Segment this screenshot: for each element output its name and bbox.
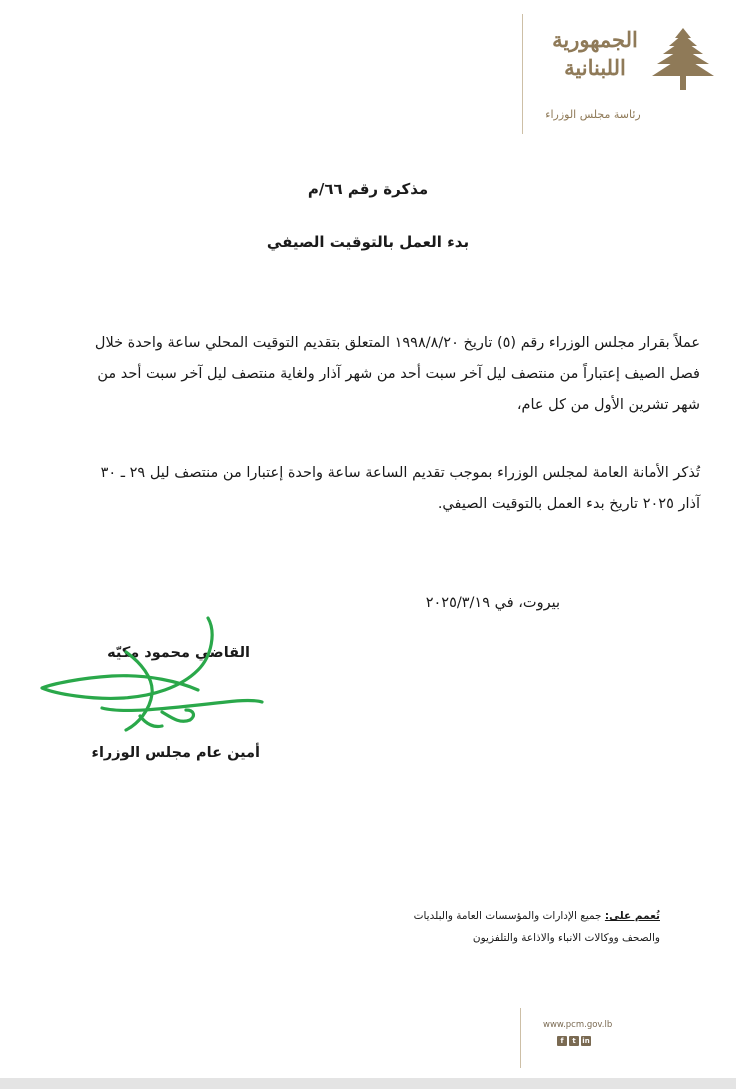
body-paragraph-2: تُذكر الأمانة العامة لمجلس الوزراء بموجب تقديم الساعة ساعة واحدة إعتبارا من منتصف ليل ٢٩ ـ ٣٠ آذار ٢٠٢٥ تاريخ بدء العمل بالتوقيت الصيفي. (100, 465, 700, 512)
website-link[interactable]: www.pcm.gov.lb (543, 1020, 613, 1030)
footer (520, 1008, 620, 1068)
linkedin-icon[interactable]: in (582, 1037, 590, 1045)
distribution-recipients-1: جميع الإدارات والمؤسسات العامة والبلديات (413, 910, 602, 922)
letterhead (522, 14, 722, 134)
distribution-recipients-2: والصحف ووكالات الانباء والاذاعة والتلفزيون (472, 932, 660, 944)
distribution-list (330, 905, 660, 949)
memo-subject: بدء العمل بالتوقيت الصيفي (266, 233, 470, 251)
scan-bottom-edge (0, 1078, 736, 1089)
social-icons (557, 1036, 591, 1046)
signer-title: أمين عام مجلس الوزراء (91, 745, 260, 761)
republic-line1: الجمهورية (552, 27, 638, 52)
facebook-icon[interactable]: f (557, 1036, 567, 1046)
republic-line2: اللبنانية (564, 55, 626, 80)
signer-name: القاضي محمود مكيّه (107, 645, 250, 661)
memo-number: مذكرة رقم ٦٦/م (307, 180, 429, 198)
handwritten-signature (30, 612, 270, 742)
presidency-name: رئاسة مجلس الوزراء (545, 108, 641, 121)
twitter-icon[interactable]: t (569, 1036, 579, 1046)
cedar-tree-icon (649, 26, 717, 94)
place-date: بيروت، في ٢٠٢٥/٣/١٩ (425, 595, 560, 611)
distribution-line-1 (330, 905, 660, 927)
body-paragraph-1: عملاً بقرار مجلس الوزراء رقم (٥) تاريخ ١٩٩٨/٨/٢٠ المتعلق بتقديم التوقيت المحلي ساعة واحدة خلال فصل الصيف إعتباراً من منتصف ليل آخر سبت أحد من شهر آذار ولغاية منتصف ليل آخر سبت أحد من شهر تشرين الأول من كل عام، (94, 335, 700, 413)
distribution-label: تُعمم على: (604, 910, 660, 922)
republic-name (541, 26, 649, 82)
